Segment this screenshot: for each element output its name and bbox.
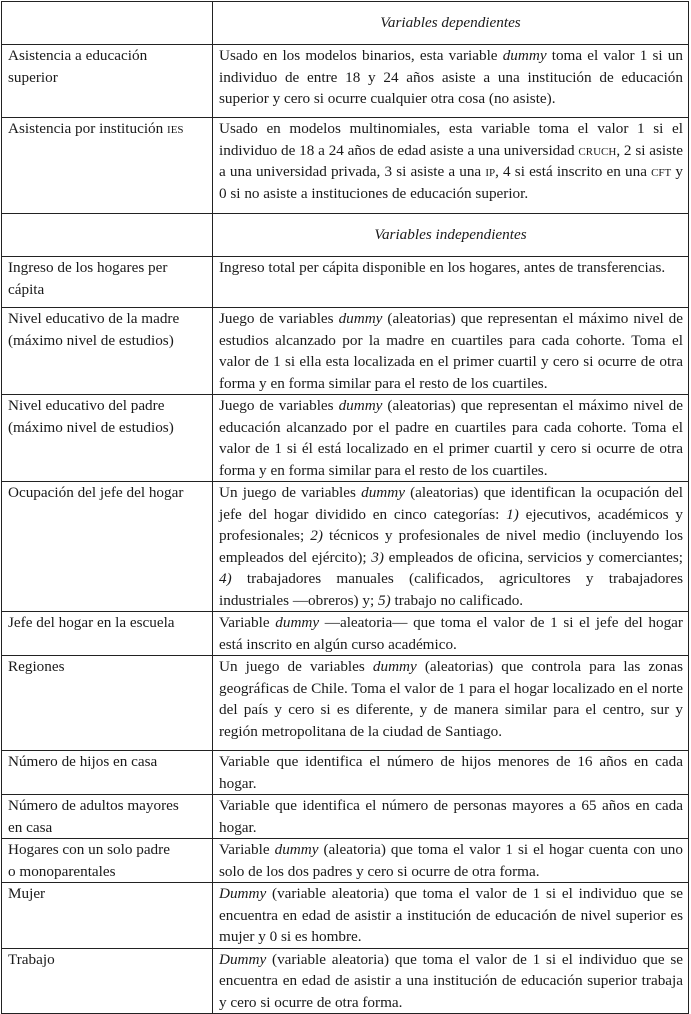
variable-name-cell [2, 45, 213, 118]
variable-name-text: Mujer [8, 885, 46, 902]
italic-text: Dummy [219, 885, 267, 902]
table-row [2, 656, 689, 751]
variable-name-cell [2, 839, 213, 883]
variables-table [1, 1, 689, 1014]
variable-description-cell [213, 839, 689, 883]
variable-name-text: Asistencia a educación [8, 47, 148, 64]
table-row [2, 795, 689, 839]
acronym-text: ies [167, 120, 184, 137]
text-segment: Usado en los modelos binarios, esta variable [219, 47, 503, 64]
variable-name-cell [2, 257, 213, 308]
variable-description-cell [213, 395, 689, 482]
variable-description-cell [213, 656, 689, 751]
table-row [2, 118, 689, 214]
text-segment: trabajo no calificado. [390, 591, 524, 609]
text-segment: , 2 si asiste a una universidad privada, 3 si asiste a una [219, 141, 683, 180]
table-row [2, 751, 689, 795]
variable-description-cell [213, 751, 689, 795]
text-segment: Variable [219, 614, 276, 631]
text-segment: Ingreso total per cápita disponible en los hogares, antes de transferencias. [219, 259, 666, 276]
table-row [2, 308, 689, 395]
variable-name-text: Ocupación del jefe del hogar [8, 484, 184, 501]
italic-text: dummy [372, 658, 417, 675]
text-segment: y 0 si no asiste a instituciones de educación superior. [219, 163, 684, 202]
text-segment: ejecutivos, académicos y profesionales; [219, 505, 683, 544]
italic-text: 1) [506, 505, 519, 523]
text-segment: Variable [219, 841, 275, 858]
variable-description-cell [213, 45, 689, 118]
variable-name-text: Regiones [8, 658, 65, 675]
italic-text: dummy [361, 484, 405, 501]
variable-name-text: (máximo nivel de estudios) [8, 418, 174, 436]
section-title: Variables dependientes [213, 2, 689, 45]
variable-name-text: Asistencia por institución [8, 120, 168, 137]
text-segment: (aleatorias) que controla para las zonas geográficas de Chile. Toma el valor de 1 para el hogar localizado en el norte del país y cero si es diferente, y de manera similar para el centro, sur y región metropolitana de la ciudad de Santiago. [219, 658, 683, 740]
variable-name-cell [2, 751, 213, 795]
variable-name-text: en casa [8, 818, 53, 836]
italic-text: Dummy [219, 950, 267, 968]
italic-text: 5) [378, 591, 391, 609]
text-segment: trabajadores manuales (calificados, agricultores y trabajadores industriales —obreros) y; [219, 570, 683, 609]
section-header-row [2, 214, 689, 257]
variable-description-cell [213, 482, 689, 612]
text-segment: Un juego de variables [219, 484, 362, 501]
text-segment: , 4 si está inscrito en una [495, 163, 652, 180]
table-row [2, 45, 689, 118]
variable-name-text: cápita [8, 280, 45, 298]
variable-name-cell [2, 795, 213, 839]
variable-name-cell [2, 482, 213, 612]
text-segment: Usado en modelos multinomiales, esta variable toma el valor 1 si el individuo de 18 a 24 años de edad asiste a una universidad [219, 120, 683, 159]
text-segment: (aleatorias) que representan el máximo nivel de educación alcanzado por el padre en cuartiles para cada cohorte. Toma el valor de 1 si él está localizado en el primer cuartil y cero si ocurre de otra forma y en forma similar para el resto de los cuartiles. [219, 397, 684, 479]
variable-description-cell [213, 795, 689, 839]
text-segment: Variable que identifica el número de personas mayores a 65 años en cada hogar. [219, 797, 683, 836]
variable-name-cell [2, 883, 213, 949]
italic-text: 2) [310, 527, 323, 544]
section-title: Variables independientes [213, 214, 689, 257]
variable-name-text: Número de adultos mayores [8, 797, 179, 814]
italic-text: dummy [502, 47, 547, 64]
table-body [2, 2, 689, 1014]
text-segment: (aleatorias) que representan el máximo nivel de estudios alcanzado por la madre en cuartiles para cada cohorte. Toma el valor de 1 si ella esta localizada en el primer cuartil y cero si ocurre de otra forma y en forma similar para el resto de los cuartiles. [219, 310, 684, 392]
text-segment: —aleatoria— que toma el valor de 1 si el jefe del hogar está inscrito en algún curso académico. [219, 614, 683, 653]
text-segment: (variable aleatoria) que toma el valor de 1 si el individuo que se encuentra en edad de asistir a una institución de educación superior trabaja y cero si ocurre de otra forma. [219, 950, 683, 1011]
text-segment: Un juego de variables [219, 658, 373, 675]
variable-description-cell [213, 118, 689, 214]
variable-name-cell [2, 118, 213, 214]
acronym-text: cft [651, 163, 672, 180]
text-segment: toma el valor 1 si un individuo de entre 18 y 24 años asiste a una institución de educación superior y cero si ocurre cualquier otra cosa (no asiste). [219, 47, 683, 107]
variable-name-text: o monoparentales [8, 862, 116, 880]
text-segment: (variable aleatoria) que toma el valor de 1 si el individuo que se encuentra en edad de asistir a institución de educación de nivel superior es mujer y 0 si es hombre. [219, 885, 683, 945]
table-row [2, 839, 689, 883]
variable-description-cell [213, 308, 689, 395]
variable-name-text: Hogares con un solo padre [8, 841, 170, 858]
variable-name-text: Número de hijos en casa [8, 753, 158, 770]
section-header-empty-cell [2, 214, 213, 257]
table-row [2, 257, 689, 308]
variable-name-cell [2, 395, 213, 482]
variable-name-cell [2, 656, 213, 751]
variable-description-cell [213, 612, 689, 656]
text-segment: Juego de variables [219, 310, 339, 327]
variable-name-text: Jefe del hogar en la escuela [8, 614, 175, 631]
table-row [2, 395, 689, 482]
variable-description-cell [213, 948, 689, 1014]
text-segment: (aleatoria) que toma el valor 1 si el hogar cuenta con uno solo de los dos padres y cero si ocurre de otra forma. [219, 841, 683, 880]
acronym-text: ip [485, 163, 496, 180]
variable-name-text: Ingreso de los hogares per [8, 259, 168, 276]
italic-text: dummy [274, 841, 319, 858]
section-header-empty-cell [2, 2, 213, 45]
variable-name-text: Nivel educativo de la madre [8, 310, 180, 327]
section-header-row [2, 2, 689, 45]
variable-name-cell [2, 308, 213, 395]
table-row [2, 612, 689, 656]
italic-text: dummy [338, 397, 383, 414]
acronym-text: cruch [578, 141, 617, 159]
table-row [2, 948, 689, 1014]
text-segment: empleados de oficina, servicios y comerciantes; [383, 548, 683, 566]
variable-name-cell [2, 948, 213, 1014]
variable-description-cell [213, 883, 689, 949]
italic-text: dummy [338, 310, 383, 327]
variable-name-cell [2, 612, 213, 656]
italic-text: 4) [219, 570, 232, 587]
table-row [2, 883, 689, 949]
variable-name-text: Trabajo [8, 950, 55, 968]
table-row [2, 482, 689, 612]
variable-name-text: (máximo nivel de estudios) [8, 331, 174, 349]
variable-name-text: Nivel educativo del padre [8, 397, 165, 414]
variable-name-text: superior [8, 68, 58, 86]
variable-description-cell [213, 257, 689, 308]
italic-text: dummy [275, 614, 320, 631]
text-segment: Juego de variables [219, 397, 339, 414]
text-segment: (aleatorias) que identifican la ocupación del jefe del hogar dividido en cinco categorías: [219, 484, 683, 523]
italic-text: 3) [371, 548, 384, 566]
variables-table-document [1, 1, 689, 1014]
text-segment: técnicos y profesionales de nivel medio (incluyendo los empleados del ejército); [219, 527, 683, 566]
text-segment: Variable que identifica el número de hijos menores de 16 años en cada hogar. [219, 753, 683, 792]
